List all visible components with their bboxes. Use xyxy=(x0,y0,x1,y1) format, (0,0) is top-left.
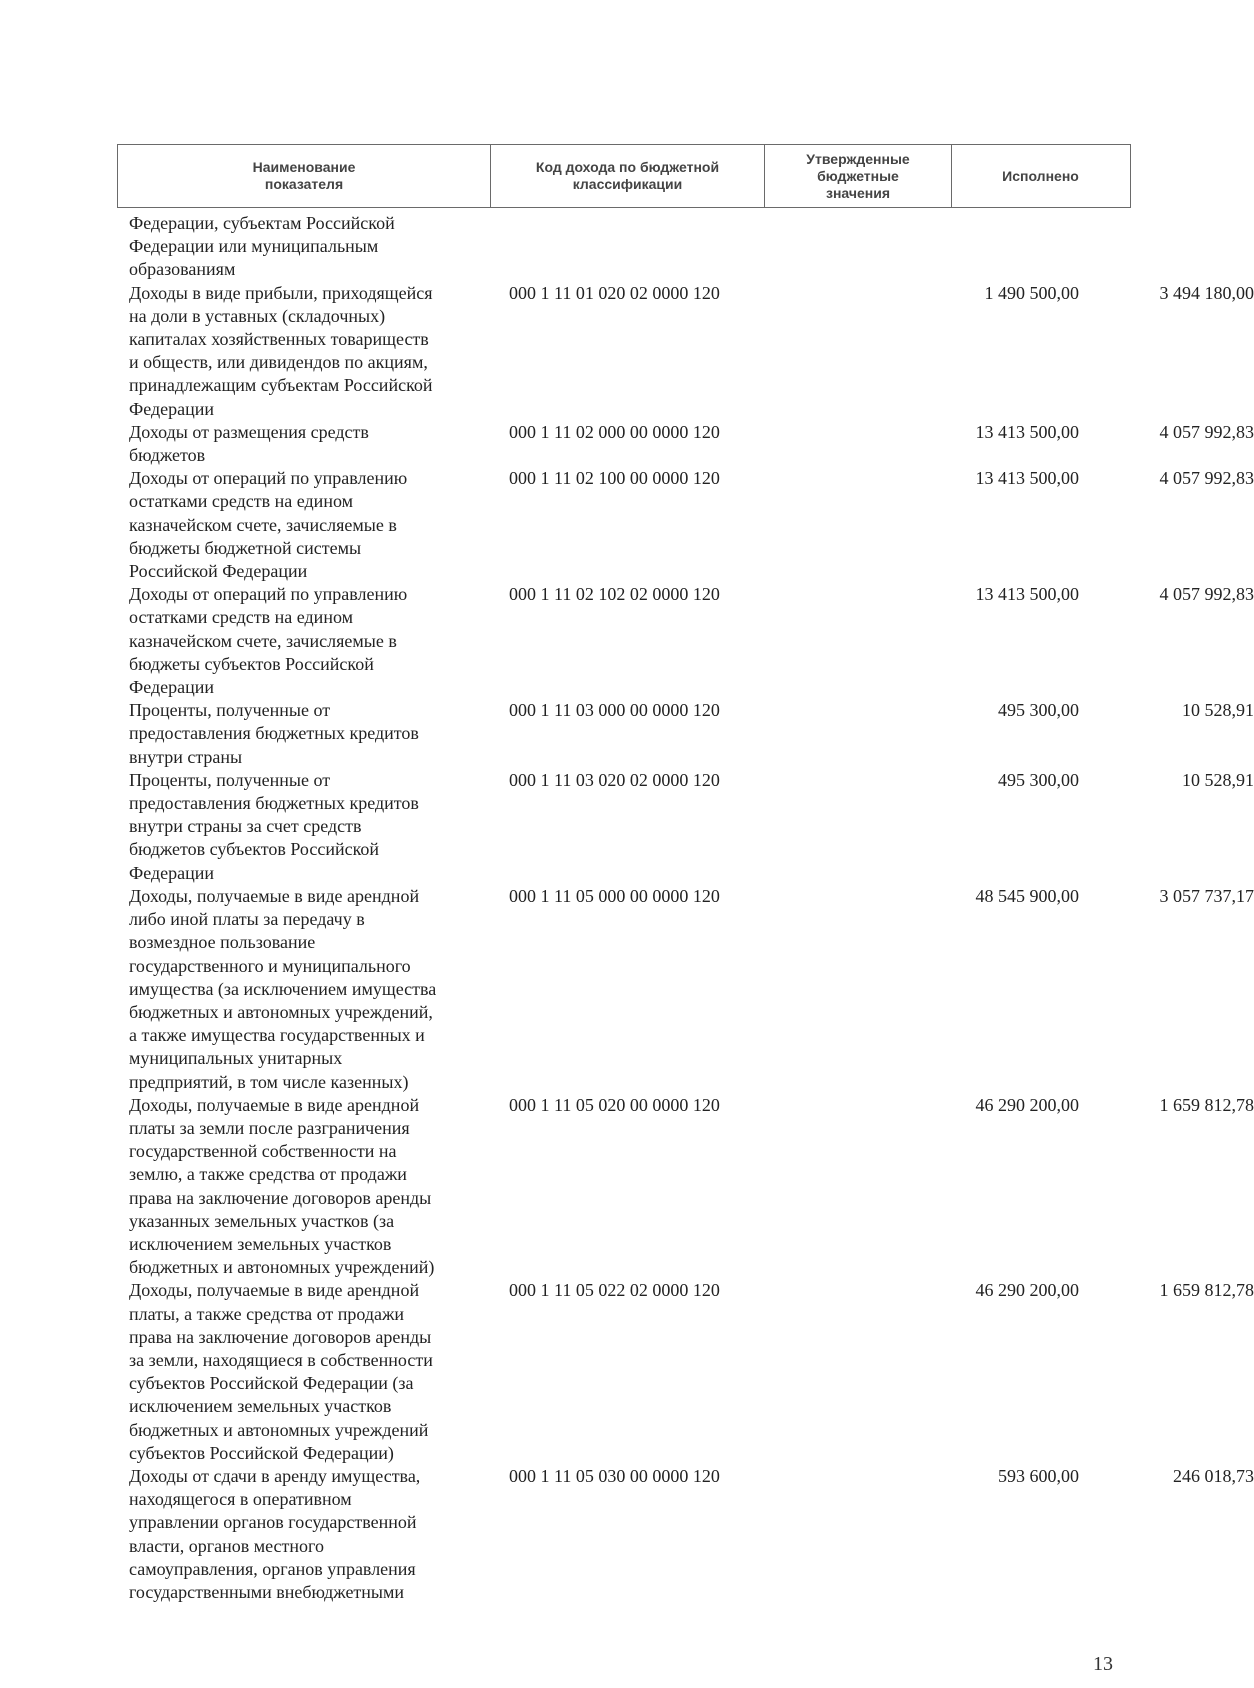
row-plan: 46 290 200,00 xyxy=(975,1280,1079,1301)
row-code: 000 1 11 05 022 02 0000 120 xyxy=(509,1280,720,1301)
row-plan: 1 490 500,00 xyxy=(984,282,1079,303)
row-name: Доходы, получаемые в виде арендной платы, а также средства от продажи права на заключение договоров аренды за земли, находящиеся в собственности субъектов Российской Федерации (за исключением земельных участков бюджетных и автономных учреждений субъектов Российской Федерации) xyxy=(129,1280,433,1463)
header-code: Код дохода по бюджетной классификации xyxy=(491,145,765,207)
row-name: Доходы, получаемые в виде арендной платы за земли после разграничения государственной собственности на землю, а также средства от продажи права на заключение договоров аренды указанных земельных участков (за исключением земельных участков бюджетных и автономных учреждений) xyxy=(129,1094,435,1278)
row-plan: 495 300,00 xyxy=(998,769,1079,790)
row-name: Проценты, полученные от предоставления бюджетных кредитов внутри страны xyxy=(129,700,419,767)
row-plan: 13 413 500,00 xyxy=(975,468,1079,489)
header-name: Наименование показателя xyxy=(118,145,491,207)
row-done: 4 057 992,83 xyxy=(1159,421,1254,442)
row-code: 000 1 11 02 100 00 0000 120 xyxy=(509,468,720,489)
page-number: 13 xyxy=(1093,1653,1113,1675)
row-code: 000 1 11 03 020 02 0000 120 xyxy=(509,769,720,790)
row-name: Проценты, полученные от предоставления бюджетных кредитов внутри страны за счет средств бюджетов субъектов Российской Федерации xyxy=(129,769,419,883)
table-row xyxy=(129,885,1254,1094)
row-code: 000 1 11 05 000 00 0000 120 xyxy=(509,885,720,906)
row-done: 1 659 812,78 xyxy=(1159,1094,1254,1115)
row-code: 000 1 11 02 102 02 0000 120 xyxy=(509,584,720,605)
table-row xyxy=(129,1094,1254,1280)
row-plan: 46 290 200,00 xyxy=(975,1094,1079,1115)
row-name: Доходы в виде прибыли, приходящейся на доли в уставных (складочных) капиталах хозяйственных товариществ и обществ, или дивидендов по акциям, принадлежащим субъектам Российской Федерации xyxy=(129,282,433,419)
header-plan: Утвержденные бюджетные значения xyxy=(765,145,952,207)
row-code: 000 1 11 01 020 02 0000 120 xyxy=(509,282,720,303)
table-row xyxy=(129,212,1129,282)
row-plan: 13 413 500,00 xyxy=(975,421,1079,442)
row-done: 10 528,91 xyxy=(1182,769,1254,790)
header-done: Исполнено xyxy=(1002,167,1079,184)
table-row xyxy=(129,467,1254,583)
row-name: Федерации, субъектам Российской Федерации или муниципальным образованиям xyxy=(129,213,395,280)
row-plan: 495 300,00 xyxy=(998,700,1079,721)
row-done: 3 057 737,17 xyxy=(1159,885,1254,906)
row-name: Доходы от сдачи в аренду имущества, находящегося в оперативном управлении органов государственной власти, органов местного самоуправления, органов управления государственными внебюджетными xyxy=(129,1465,421,1602)
row-code: 000 1 11 02 000 00 0000 120 xyxy=(509,421,720,442)
table-row xyxy=(129,421,1254,467)
row-done: 4 057 992,83 xyxy=(1159,584,1254,605)
table-header xyxy=(117,144,1131,208)
table-row xyxy=(129,769,1254,885)
row-name: Доходы, получаемые в виде арендной либо иной платы за передачу в возмездное пользование государственного и муниципального имущества (за исключением имущества бюджетных и автономных учреждений, а также имущества государственных и муниципальных унитарных предприятий, в том числе казенных) xyxy=(129,885,437,1092)
table-row xyxy=(129,282,1254,421)
row-done: 246 018,73 xyxy=(1173,1465,1254,1486)
table-row xyxy=(129,583,1254,699)
table-row xyxy=(129,699,1254,769)
row-plan: 593 600,00 xyxy=(998,1465,1079,1486)
row-code: 000 1 11 03 000 00 0000 120 xyxy=(509,700,720,721)
row-code: 000 1 11 05 030 00 0000 120 xyxy=(509,1465,720,1486)
table-body xyxy=(129,212,1254,1604)
row-plan: 13 413 500,00 xyxy=(975,584,1079,605)
row-done: 4 057 992,83 xyxy=(1159,468,1254,489)
row-done: 10 528,91 xyxy=(1182,700,1254,721)
row-done: 3 494 180,00 xyxy=(1159,282,1254,303)
row-name: Доходы от размещения средств бюджетов xyxy=(129,421,369,466)
row-done: 1 659 812,78 xyxy=(1159,1280,1254,1301)
table-row xyxy=(129,1279,1254,1465)
table-row xyxy=(129,1465,1254,1604)
row-code: 000 1 11 05 020 00 0000 120 xyxy=(509,1094,720,1115)
row-plan: 48 545 900,00 xyxy=(975,885,1079,906)
row-name: Доходы от операций по управлению остатками средств на едином казначейском счете, зачисляемые в бюджеты субъектов Российской Федерации xyxy=(129,584,408,698)
row-name: Доходы от операций по управлению остатками средств на едином казначейском счете, зачисляемые в бюджеты бюджетной системы Российской Федерации xyxy=(129,468,408,582)
